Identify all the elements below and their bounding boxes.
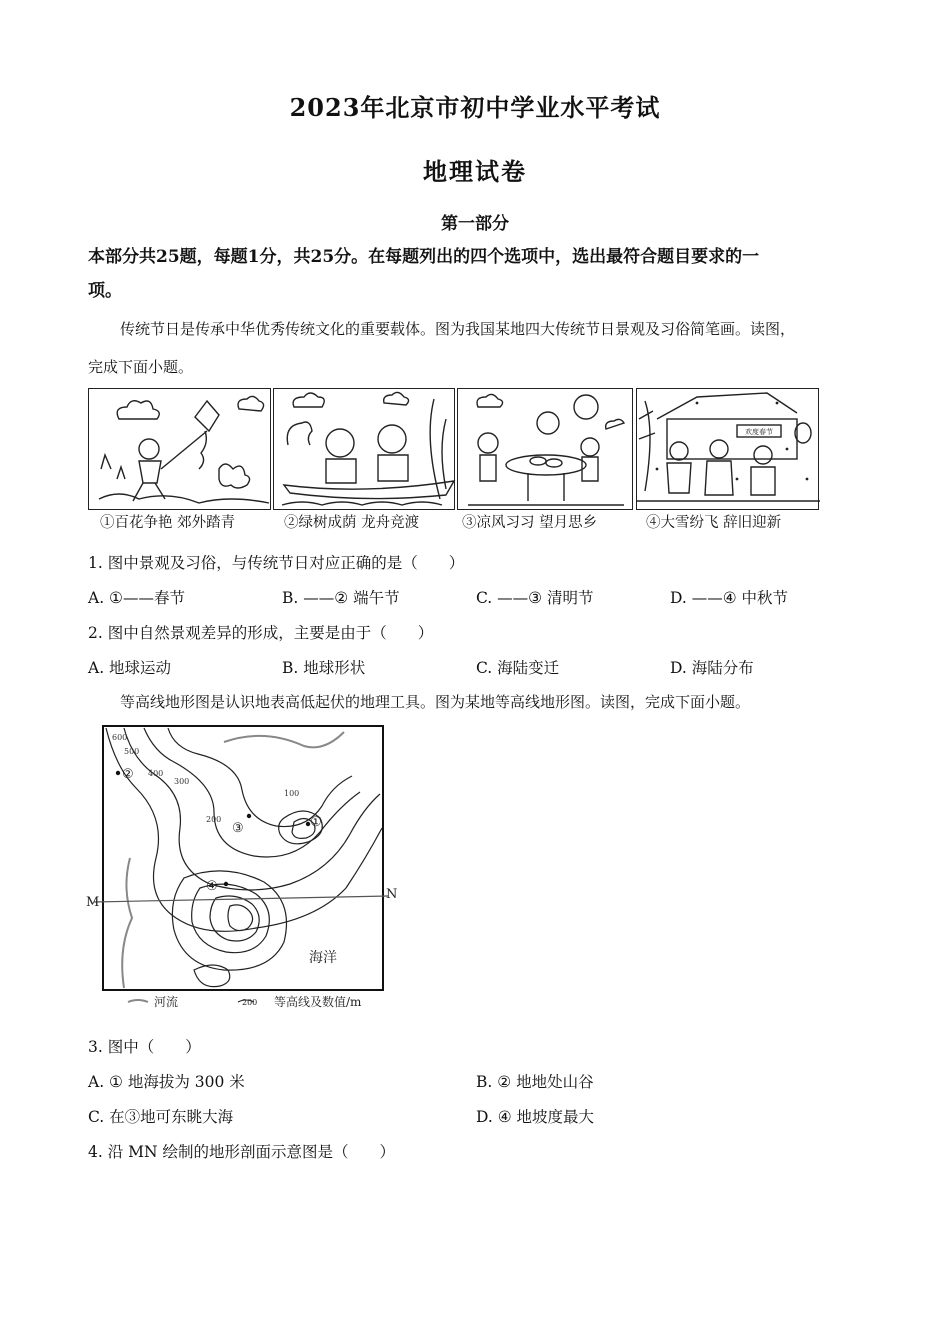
point-m-label: M: [86, 895, 100, 910]
dragon-head: [287, 422, 312, 445]
table: [506, 455, 586, 475]
legend-contour-value: 200: [242, 998, 258, 1007]
contour-label-600: 600: [112, 733, 128, 742]
q2-stem: 2. 图中自然景观差异的形成，主要是由于（ ）: [88, 624, 434, 642]
sign-text: 欢度春节: [745, 428, 773, 436]
q3-option-a[interactable]: A. ① 地海拔为 300 米: [88, 1073, 245, 1091]
dragon-boat-sketch-illustration: [274, 389, 456, 511]
q1-stem: 1. 图中景观及习俗，与传统节日对应正确的是（ ）: [88, 554, 465, 572]
q3-stem: 3. 图中（ ）: [88, 1038, 201, 1056]
q1-option-c[interactable]: C. ——③ 清明节: [476, 589, 594, 607]
contour-label-400: 400: [148, 769, 164, 778]
contour-intro: 等高线地形图是认识地表高低起伏的地理工具。图为某地等高线地形图。读图，完成下面小题。: [120, 693, 751, 711]
moon-viewing-sketch-illustration: [458, 389, 634, 511]
q2-option-d[interactable]: D. 海陆分布: [670, 659, 754, 677]
section-heading: 第一部分: [441, 214, 509, 234]
q2-option-a[interactable]: A. 地球运动: [88, 659, 172, 677]
q3-option-b[interactable]: B. ② 地地处山谷: [476, 1073, 594, 1091]
q1-option-a[interactable]: A. ①——春节: [88, 589, 185, 607]
boat-hull: [284, 481, 454, 499]
point-n-label: N: [386, 887, 398, 902]
q2-option-b[interactable]: B. 地球形状: [282, 659, 366, 677]
contour-label-300: 300: [174, 777, 190, 786]
caption-4: ④大雪纷飞 辞旧迎新: [646, 515, 782, 531]
point-2-label: ②: [122, 767, 134, 782]
festival-panel-4-spring-festival: [636, 388, 819, 510]
contour-label-500: 500: [124, 747, 140, 756]
q3-option-d[interactable]: D. ④ 地坡度最大: [476, 1108, 595, 1126]
snowy-tree: [639, 401, 655, 491]
festival-panel-3-mid-autumn: [457, 388, 633, 510]
q3-option-c[interactable]: C. 在③地可东眺大海: [88, 1108, 234, 1126]
caption-1: ①百花争艳 郊外踏青: [100, 515, 236, 531]
moon: [574, 395, 598, 419]
cloud-left: [117, 401, 159, 419]
contour-map: [84, 718, 398, 1014]
festival-panel-2-dragon-boat: [273, 388, 455, 510]
snow-new-year-sketch-illustration: [637, 389, 820, 511]
festival-intro-line-2: 完成下面小题。: [88, 358, 194, 376]
legend-contour: 等高线及数值/m: [274, 995, 362, 1009]
contour-label-200: 200: [206, 815, 222, 824]
kite-sketch-illustration: [89, 389, 272, 511]
festival-intro-line-1: 传统节日是传承中华优秀传统文化的重要载体。图为我国某地四大传统节日景观及习俗简笔画。读图，: [120, 320, 796, 338]
q4-stem: 4. 沿 MN 绘制的地形剖面示意图是（ ）: [88, 1143, 396, 1161]
instruction: [88, 240, 858, 308]
instruction-line-1: 本部分共25题，每题1分，共25分。在每题列出的四个选项中，选出最符合题目要求的一: [88, 247, 760, 267]
roof: [657, 393, 797, 419]
point-4-label: ④: [206, 879, 218, 894]
child-head: [139, 439, 159, 459]
instruction-line-2: 项。: [88, 281, 122, 301]
ocean-label: 海洋: [309, 950, 337, 966]
q2-option-c[interactable]: C. 海陆变迁: [476, 659, 560, 677]
festival-panel-1-spring: [88, 388, 271, 510]
map-legend: [128, 994, 362, 1009]
q1-option-d[interactable]: D. ——④ 中秋节: [670, 589, 789, 607]
point-3-label: ③: [232, 821, 244, 836]
rower-1-head: [326, 429, 354, 457]
q1-option-b[interactable]: B. ——② 端午节: [282, 589, 400, 607]
caption-3: ③凉风习习 望月思乡: [462, 515, 598, 531]
kite: [195, 401, 219, 431]
legend-river: 河流: [154, 995, 179, 1009]
exam-subject: 地理试卷: [423, 157, 527, 186]
exam-title: 2023年北京市初中学业水平考试: [289, 93, 661, 122]
caption-2: ②绿树成荫 龙舟竞渡: [284, 515, 420, 531]
contour-label-100: 100: [284, 789, 300, 798]
cloud-right: [238, 396, 264, 411]
rower-2-head: [378, 425, 406, 453]
point-1-label: ①: [310, 815, 322, 830]
